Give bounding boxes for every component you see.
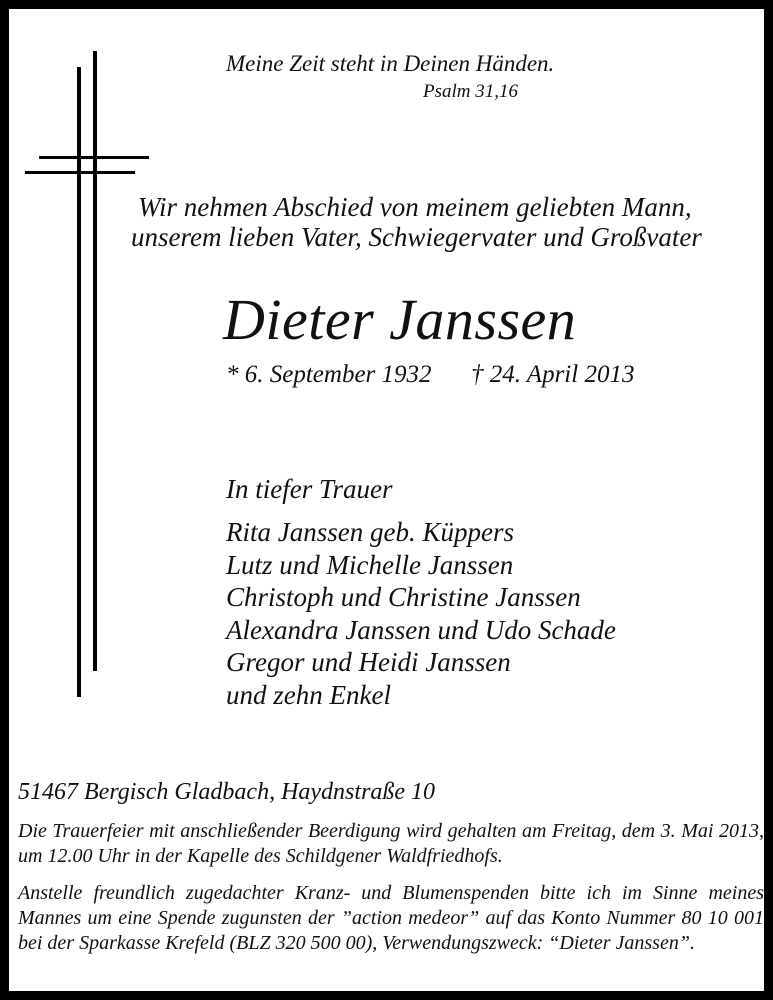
deceased-name: Dieter Janssen xyxy=(223,287,577,352)
intro-line-2: unserem lieben Vater, Schwiegervater und Großvater xyxy=(131,222,702,252)
mourners-list xyxy=(226,516,616,711)
motto: Meine Zeit steht in Deinen Händen. xyxy=(226,51,555,76)
mourner-name: und zehn Enkel xyxy=(226,679,391,710)
motto-source: Psalm 31,16 xyxy=(423,81,518,102)
death-date: † 24. April 2013 xyxy=(471,361,635,388)
intro-line-1: Wir nehmen Abschied von meinem geliebten Mann, xyxy=(138,192,692,222)
donation-info: Anstelle freundlich zugedachter Kranz- und Blumenspenden bitte ich im Sinne meines Mannes um eine Spende zugunsten der ”action medeor” auf das Konto Nummer 80 10 001 bei der Sparkasse Krefeld (BLZ 320 500 00), Verwendungszweck: “Dieter Janssen”. xyxy=(18,882,764,954)
mourner-name: Christoph und Christine Janssen xyxy=(226,582,581,612)
mourning-phrase: In tiefer Trauer xyxy=(226,474,393,504)
mourner-name: Alexandra Janssen und Udo Schade xyxy=(226,614,616,645)
birth-date: * 6. September 1932 xyxy=(226,361,432,388)
funeral-info: Die Trauerfeier mit anschließender Beerdigung wird gehalten am Freitag, dem 3. Mai 2013, um 12.00 Uhr in der Kapelle des Schildgener Waldfriedhofs. xyxy=(18,820,764,867)
address: 51467 Bergisch Gladbach, Haydnstraße 10 xyxy=(18,779,436,805)
mourner-name: Lutz und Michelle Janssen xyxy=(226,549,514,580)
mourner-name: Gregor und Heidi Janssen xyxy=(226,647,511,677)
mourner-name: Rita Janssen geb. Küppers xyxy=(226,517,514,547)
